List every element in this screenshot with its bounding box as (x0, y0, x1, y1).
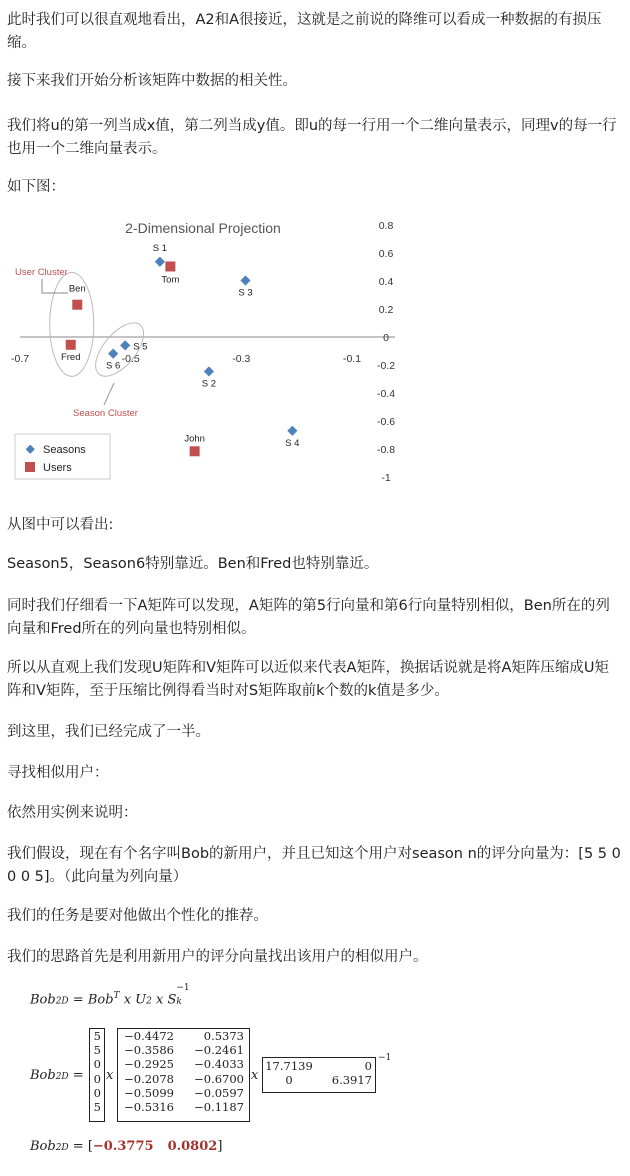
mult-op-1: x (106, 1068, 114, 1083)
x-tick-label: -0.5 (121, 353, 140, 365)
eq1-s-sub: k (176, 997, 182, 1008)
u-col1-value-4: −0.2078 (124, 1071, 174, 1086)
eq2-lhs-sub: 2D (55, 1072, 69, 1082)
chart-title: 2-Dimensional Projection (125, 220, 281, 236)
bob-value-1: 5 (93, 1029, 101, 1043)
u-col2-value-2: −0.2461 (194, 1043, 244, 1058)
eq3-lhs-sub: 2D (55, 1143, 69, 1153)
u-col2-value-3: −0.4033 (194, 1057, 244, 1072)
bob-vector (91, 1029, 101, 1114)
bob-value-2: 5 (93, 1043, 101, 1058)
season-cluster-leader (104, 383, 114, 405)
u-col1-value-6: −0.5316 (124, 1100, 174, 1115)
paragraph-1: 此时我们可以很直观地看出，A2和A很接近，这就是之前说的降维可以看成一种数据的有损压缩。 (7, 12, 602, 51)
paragraph-5: 从图中可以看出: (7, 517, 114, 533)
paragraph-14: 我们的思路首先是利用新用户的评分向量找出该用户的相似用户。 (7, 949, 428, 965)
x-tick-label: -0.3 (232, 353, 251, 365)
users-point-fred (66, 340, 76, 350)
legend-marker-users (25, 462, 35, 472)
users-point-ben (72, 300, 82, 310)
seasons-point-s5-label: S 5 (133, 341, 148, 353)
mult-op-2: x (251, 1068, 259, 1083)
paragraph-12: 我们假设，现在有个名字叫Bob的新用户，并且已知这个用户对season n的评分向量为：[5 5 0 0 0 5]。（此向量为列向量） (7, 846, 621, 885)
s-col2-value-2: 6.3917 (331, 1073, 372, 1088)
seasons-point-s2 (204, 366, 214, 376)
seasons-point-s4-label: S 4 (285, 437, 300, 449)
u-col1-value-5: −0.5099 (124, 1085, 174, 1100)
user-cluster-label: User Cluster (15, 267, 68, 278)
paragraph-11: 依然用实例来说明： (7, 805, 138, 821)
eq1-u-sub: 2 (146, 996, 152, 1007)
s-col1-value-1: 17.7139 (265, 1059, 313, 1073)
eq2-lhs: Bob (30, 1068, 56, 1083)
paragraph-13: 我们的任务是要对他做出个性化的推荐。 (7, 908, 268, 924)
seasons-point-s3-label: S 3 (238, 287, 253, 299)
equation-3: Bob2D = [−0.3775 0.0802] (30, 1139, 223, 1154)
x-tick-label: -0.7 (10, 353, 30, 365)
s-col2-value-1: 0 (364, 1059, 372, 1073)
paragraph-3: 我们将u的第一列当成x值，第二列当成y值。即u的每一行用一个二维向量表示，同理v的每一行也用一个二维向量表示。 (7, 118, 617, 157)
eq1-lhs-sub: 2D (55, 996, 69, 1007)
y-tick-label: -0.6 (376, 416, 396, 428)
y-tick-label: -1 (381, 472, 391, 484)
x-tick-label: -0.1 (342, 353, 362, 365)
bob-value-5: 0 (93, 1085, 101, 1100)
legend-label-seasons: Seasons (43, 444, 86, 456)
paragraph-10: 寻找相似用户： (7, 765, 109, 781)
paragraph-6: Season5，Season6特别靠近。Ben和Fred也特别靠近。 (7, 556, 379, 572)
bob-value-6: 5 (93, 1100, 101, 1115)
s-col1-value-2: 0 (285, 1073, 293, 1088)
eq1-transpose: T (113, 991, 120, 1001)
y-tick-label: 0.4 (378, 276, 394, 288)
y-tick-label: -0.4 (376, 388, 396, 400)
y-tick-label: -0.2 (376, 360, 396, 372)
y-tick-label: 0.6 (378, 248, 394, 260)
paragraph-4: 如下图： (7, 179, 65, 195)
y-tick-label: 0.8 (378, 220, 394, 232)
equation-1: Bob2D = Bob$^T$ x U2 x S k −1 (30, 983, 190, 1008)
equation-2-lhs: Bob2D = (30, 1068, 84, 1083)
users-point-fred-label: Fred (60, 351, 81, 363)
bob-value-3: 0 (93, 1057, 101, 1072)
eq3-lhs: Bob (30, 1139, 56, 1154)
u-col2-value-5: −0.0597 (194, 1085, 244, 1100)
seasons-point-s1 (155, 257, 165, 267)
paragraph-7: 同时我们仔细看一下A矩阵可以发现，A矩阵的第5行向量和第6行向量特别相似，Ben所在的列向量和Fred所在的列向量也特别相似。 (7, 598, 610, 637)
seasons-point-s4 (287, 426, 297, 436)
eq1-bob: Bob (87, 992, 114, 1008)
eq1-s-inverse: −1 (176, 983, 190, 994)
u-col2-value-6: −0.1187 (194, 1100, 244, 1115)
seasons-point-s5 (120, 340, 130, 350)
users-point-john-label: John (184, 433, 205, 445)
season-cluster-label: Season Cluster (73, 408, 138, 419)
result-y: 0.0802 (167, 1139, 218, 1154)
seasons-point-s6 (108, 349, 118, 359)
y-tick-label: -0.8 (376, 444, 396, 456)
u-col1-value-3: −0.2925 (124, 1057, 174, 1072)
bob-value-4: 0 (93, 1071, 101, 1086)
u-col2-value-1: 0.5373 (203, 1029, 244, 1043)
users-point-john (190, 446, 200, 456)
s-inverse: −1 (378, 1053, 392, 1063)
eq1-s: x S (155, 992, 177, 1008)
s-matrix-col-2 (318, 1059, 372, 1087)
paragraph-9: 到这里，我们已经完成了一半。 (7, 724, 210, 740)
seasons-point-s6-label: S 6 (106, 360, 121, 372)
projection-chart (0, 205, 420, 495)
seasons-point-s1-label: S 1 (152, 242, 168, 254)
seasons-point-s2-label: S 2 (201, 378, 217, 390)
users-point-tom (165, 261, 175, 271)
legend-label-users: Users (43, 462, 72, 474)
paragraph-8: 所以从直观上我们发现U矩阵和V矩阵可以近似来代表A矩阵，换据话说就是将A矩阵压缩成U矩阵和V矩阵，至于压缩比例得看当时对S矩阵取前k个数的k值是多少。 (7, 660, 609, 699)
u-col1-value-1: −0.4472 (124, 1029, 174, 1043)
users-point-tom-label: Tom (161, 274, 180, 286)
u-matrix-col-1 (120, 1029, 174, 1114)
y-tick-label: 0.2 (378, 304, 394, 316)
users-point-ben-label: Ben (68, 283, 86, 295)
s-matrix-col-1 (264, 1059, 314, 1087)
eq1-u: x U (123, 992, 147, 1008)
u-col2-value-4: −0.6700 (194, 1071, 244, 1086)
u-matrix-col-2 (190, 1029, 244, 1114)
y-tick-label: 0 (383, 332, 389, 344)
eq1-lhs: Bob (30, 992, 56, 1008)
result-x: −0.3775 (92, 1139, 154, 1154)
seasons-point-s3 (240, 275, 250, 285)
u-col1-value-2: −0.3586 (124, 1043, 174, 1058)
paragraph-2: 接下来我们开始分析该矩阵中数据的相关性。 (7, 73, 297, 89)
